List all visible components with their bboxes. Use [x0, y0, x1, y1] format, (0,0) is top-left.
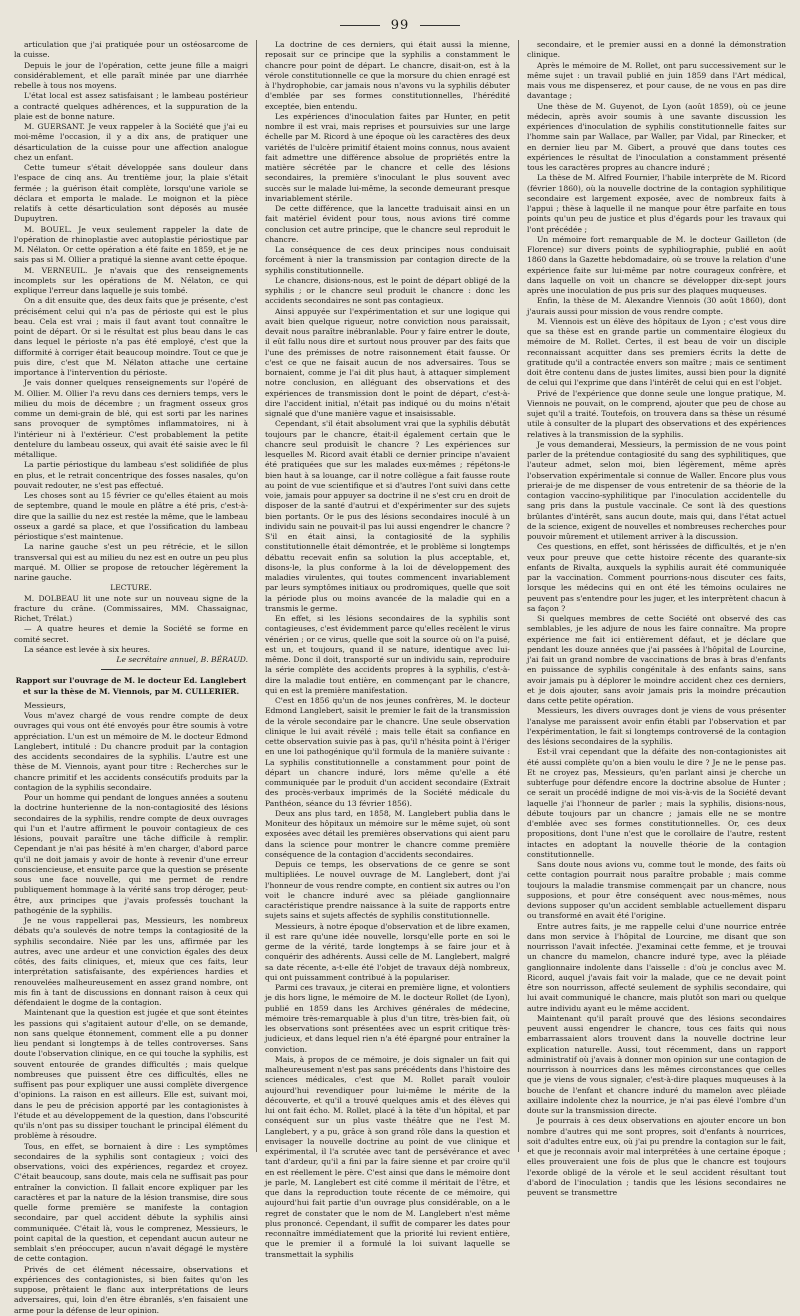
- paragraph: La doctrine de ces derniers, qui était aussi la mienne, reposait sur ce principe que la syphilis a constamment le chancre pour point de départ. Le chancre, disait-on, est à la vérole constitutionnelle ce que la morsure du chien enragé est à l'hydrophobie, car jamais nous n'avons vu la syphilis débuter d'emblée par ses formes constitutionnelles, l'hérédité exceptée, bien entendu.: [265, 40, 510, 111]
- paragraph: — A quatre heures et demie la Société se forme en comité secret.: [14, 624, 248, 644]
- paragraph: Pour un homme qui pendant de longues années a soutenu la doctrine hunterienne de la non-contagiosité des lésions secondaires de la syphilis, rendre compte de deux ouvrages qui l'un et l'autre affirment le pouvoir contagieux de ces lésions, pouvait paraître une tâche difficile à remplir. Cependant je n'ai pas hésité à m'en charger, d'abord parce qu'il ne doit jamais y avoir de honte à revenir d'une erreur consciencieuse, et ensuite parce que la question se présente sous une face nouvelle, qui me permet de rendre publiquement hommage à la vérité sans trop déroger, peut-être, aux principes que j'avais professés touchant la pathogénie de la syphilis.: [14, 793, 248, 915]
- paragraph: La narine gauche s'est un peu rétrécie, et le sillon transversal qui est au milieu du nez est en outre un peu plus marqué. M. Ollier se propose de retoucher légèrement la narine gauche.: [14, 542, 248, 582]
- paragraph: Maintenant qu'il paraît prouvé que des lésions secondaires peuvent aussi engendrer le chancre, tous ces faits qui nous embarrassaient alors trouvent dans la nouvelle doctrine leur explication naturelle. Aussi, tout récemment, dans un rapport administratif où j'avais à donner mon opinion sur une contagion de nourrisson à nourrices dans les mêmes circonstances que celles que je viens de vous signaler, c'est-à-dire plaques muqueuses à la bouche de l'enfant et chancre induré du mamelon avec pléiade axillaire indolente chez la nourrice, je n'ai pas élevé l'ombre d'un doute sur la transmission directe.: [527, 1013, 786, 1115]
- paragraph: [14, 594, 248, 625]
- lecture-heading: LECTURE.: [110, 583, 152, 593]
- paragraph: M. Viennois est un élève des hôpitaux de Lyon ; c'est vous dire que sa thèse est en grande partie un commentaire élogieux du mémoire de M. Rollet. Certes, il est beau de voir un disciple reconnaissant acquitter dans ses premiers écrits la dette de gratitude qu'il a contractée envers son maître ; mais ce sentiment doit être contenu dans de justes limites, aussi bien pour la dignité de celui qui l'exprime que dans l'intérêt de celui qui en est l'objet.: [527, 316, 786, 388]
- paragraph: C'est en 1856 qu'un de nos jeunes confrères, M. le docteur Edmond Langlebert, saisit le premier le fait de la transmission de la vérole secondaire par le chancre. Une seule observation clinique le lui avait révélé ; mais telle était sa confiance en cette observation suivie pas à pas, qu'il n'hésita point à l'ériger en une loi pathogénique qu'il formula de la manière suivante : La syphilis constitutionnelle a constamment pour point de départ un chancre induré, lors même qu'elle a été communiquée par le produit d'un accident secondaire (Extrait des procès-verbaux imprimés de la Société médicale du Panthéon, séance du 13 février 1856).: [265, 696, 510, 808]
- paragraph: Je pourrais à ces deux observations en ajouter encore un bon nombre d'autres qui me sont propres, soit d'enfants à nourrices, soit d'adultes entre eux, où j'ai pu prendre la contagion sur le fait, et que je reconnais avoir mal interprétées à une certaine époque ; elles prouveraient une fois de plus que le chancre est toujours l'exorde obligé de la vérole et le seul accident résultant tout d'abord de l'inoculation ; tandis que les lésions secondaires ne peuvent se transmettre: [527, 1116, 786, 1197]
- paragraph: La partie périostique du lambeau s'est solidifiée de plus en plus, et le retrait concentrique des fosses nasales, qu'on pouvait redouter, ne s'est pas effectué.: [14, 460, 248, 490]
- paragraph: [14, 122, 248, 163]
- header-rule-left: [340, 25, 380, 26]
- column-3: [518, 40, 794, 1197]
- paragraph: Cependant, s'il était absolument vrai que la syphilis débutât toujours par le chancre, était-il également certain que le chancre seul produisît le chancre ? Les expériences sur lesquelles M. Ricord avait établi ce dernier principe n'avaient été pratiquées que sur les malades eux-mêmes ; répétons-le bien haut à sa louange, car il notre collègue a fait fausse route au point de vue scientifique et si d'autres l'ont suivi dans cette voie, jamais pour appuyer sa doctrine il ne s'est cru en droit de disposer de la santé d'autrui et d'expérimenter sur des sujets bien portants. Or le pus des lésions secondaires inoculé à un individu sain ne pouvait-il pas lui aussi engendrer le chancre ? S'il en était ainsi, la contagiosité de la syphilis constitutionnelle était démontrée, et le problème si longtemps débattu recevait enfin sa solution la plus acceptable, et, disons-le, la plus conforme à la loi de développement des maladies virulentes, qui toutes commencent invariablement par leurs symptômes initiaux ou prodromiques, quelle que soit la période plus ou moins avancée de la maladie qui en a transmis le germe.: [265, 419, 510, 613]
- speaker-name: M. GUERSANT.: [24, 122, 85, 131]
- paragraph: Les expériences d'inoculation faites par Hunter, en petit nombre il est vrai, mais reprises et poursuivies sur une large échelle par M. Ricord à une époque où les caractères des deux variétés de l'ulcère primitif étaient moins connus, nous avaient fait admettre une différence absolue de propriétés entre la matière sécrétée par le chancre et celle des lésions secondaires, la première s'inoculant le plus souvent avec succès sur le malade lui-même, la seconde demeurant presque invariablement stérile.: [265, 111, 510, 203]
- paragraph: Les choses sont au 15 février ce qu'elles étaient au mois de septembre, quand le moule en plâtre a été pris, c'est-à-dire que la saillie du nez est restée la même, que le lambeau osseux a gardé sa place, et que l'ossification du lambeau périostique s'est maintenue.: [14, 491, 248, 541]
- page-header: [0, 18, 800, 33]
- paragraph: Je vous demanderai, Messieurs, la permission de ne vous point parler de la prétendue contagiosité du sang des syphilitiques, que l'auteur admet, selon moi, bien légèrement, même après l'observation expérimentale si connue de Waller. Encore plus vous prierai-je de me dispenser de vous entretenir de sa théorie de la contagion vaccino-syphilitique par l'inoculation accidentelle du sang pris dans la pustule vaccinale. Ce sont là des questions brûlantes d'intérêt, sans aucun doute, mais qui, dans l'état actuel de la science, exigent de nouvelles et nombreuses recherches pour pouvoir mûrement et utilement arriver à la discussion.: [527, 439, 786, 541]
- paragraph: En effet, si les lésions secondaires de la syphilis sont contagieuses, c'est évidemment parce qu'elles recèlent le virus vénérien ; or ce virus, quelle que soit la source où on l'a puisé, est un, et toujours, quand il se nature, identique avec lui-même. Donc il doit, transporté sur un individu sain, reproduire la série complète des accidents propres à la syphilis, c'est-à-dire la maladie tout entière, en commençant par le chancre, qui en est la première manifestation.: [265, 614, 510, 695]
- paragraph: On a dit ensuite que, des deux faits que je présente, c'est précisément celui qui n'a pas de périoste qui est le plus beau. Cela est vrai ; mais il faut avant tout connaître le point de départ. Or si le résultat est plus beau dans le cas dans lequel le périoste n'a pas été employé, c'est que la difformité à corriger était beaucoup moindre. Tout ce que je puis dire, c'est que M. Nélaton attache une certaine importance à l'intervention du périoste.: [14, 296, 248, 377]
- paragraph: La conséquence de ces deux principes nous conduisait forcément à nier la transmission par contagion directe de la syphilis constitutionnelle.: [265, 245, 510, 275]
- paragraph: Un mémoire fort remarquable de M. le docteur Gailleton (de Florence) sur divers points de syphiliographie, publié en août 1860 dans la Gazette hebdomadaire, où se trouve la relation d'une expérience faite sur lui-même par notre courageux confrère, et dans laquelle on voit un chancre se développer dix-sept jours après une inoculation de pus pris sur des plaques muqueuses.: [527, 234, 786, 295]
- paragraph: Cette tumeur s'était développée sans douleur dans l'espace de cinq ans. Au trentième jour, la plaie s'était fermée ; la guérison était complète, lorsqu'une variole se déclara et emporta le malade. Le moignon et la pièce relatifs à cette désarticulation sont déposés au musée Dupuytren.: [14, 163, 248, 224]
- paragraph: Si quelques membres de cette Société ont observé des cas semblables, je les adjure de nous les faire connaître. Ma propre expérience me fait ici entièrement défaut, et je déclare que pendant les douze années que j'ai passées à l'hôpital de Lourcine, j'ai fait un grand nombre de vaccinations de bras à bras d'enfants en puissance de syphilis congénitale à des enfants sains, sans avoir jamais pu à déplorer le moindre accident chez ces derniers, et je dois ajouter, sans avoir jamais pris la moindre précaution dans cette petite opération.: [527, 614, 786, 705]
- paragraph: Deux ans plus tard, en 1858, M. Langlebert publia dans le Moniteur des hôpitaux un mémoire sur le même sujet, où sont exposées avec détail les premières observations qui aient paru dans la science pour montrer le chancre comme première conséquence de la contagion d'accidents secondaires.: [265, 808, 510, 859]
- paragraph: Messieurs, les divers ouvrages dont je viens de vous présenter l'analyse me paraissent avoir enfin établi par l'observation et par l'expérimentation, le fait si longtemps controversé de la contagion des lésions secondaires de la syphilis.: [527, 706, 786, 746]
- paragraph: La séance est levée à six heures.: [24, 644, 151, 654]
- text-columns: [6, 40, 794, 1315]
- section-divider: [101, 669, 161, 670]
- paragraph: Le chancre, disions-nous, est le point de départ obligé de la syphilis ; or le chancre seul produit le chancre : donc les accidents secondaires ne sont pas contagieux.: [265, 275, 510, 306]
- paragraph: Vous m'avez chargé de vous rendre compte de deux ouvrages qui vous ont été envoyés pour être soumis à votre appréciation. L'un est un mémoire de M. le docteur Edmond Langlebert, intitulé : Du chancre produit par la contagion des accidents secondaires de la syphilis. L'autre est une thèse de M. Viennois, ayant pour titre : Recherches sur le chancre primitif et les accidents consécutifs produits par la contagion de la syphilis secondaire.: [14, 711, 248, 792]
- paragraph: Depuis le jour de l'opération, cette jeune fille a maigri considérablement, et elle paraît minée par une diarrhée rebelle à tous nos moyens.: [14, 60, 248, 90]
- paragraph: Privé de l'expérience que donne seule une longue pratique, M. Viennois ne pouvait, on le comprend, ajouter que peu de chose au sujet qu'il a traité. Toutefois, on trouvera dans sa thèse un résumé utile à consulter de la plupart des observations et des expériences relatives à la transmission de la syphilis.: [527, 388, 786, 439]
- paragraph-text: Je n'avais que des renseignements incomplets sur les opérations de M. Nélaton, ce qui explique l'erreur dans laquelle je suis tombé.: [14, 265, 248, 295]
- paragraph: secondaire, et le premier aussi en a donné la démonstration clinique.: [527, 40, 786, 60]
- paragraph: [14, 266, 248, 297]
- paragraph: articulation que j'ai pratiquée pour un ostéosarcome de la cuisse.: [14, 40, 248, 60]
- paragraph: Messieurs, à notre époque d'observation et de libre examen, il est rare qu'une idée nouvelle, lorsqu'elle porte en soi le germe de la vérité, tarde longtemps à se faire jour et à conquérir des adhérents. Aussi celle de M. Langlebert, malgré sa date récente, a-t-elle été l'objet de travaux déjà nombreux, qui ont puissamment contribué à la populariser.: [265, 921, 510, 982]
- speaker-name: M. BOUEL.: [24, 224, 72, 234]
- paragraph-text: lit une note sur un nouveau signe de la fracture du crâne. (Commissaires, MM. Chassaignac, Richet, Trélat.): [14, 593, 249, 623]
- paragraph: Je ne vous rappellerai pas, Messieurs, les nombreux débats qu'a soulevés de notre temps la contagiosité de la syphilis secondaire. Niée par les uns, affirmée par les autres, avec une ardeur et une conviction égales des deux côtés, des faits cliniques, et, mieux que ces faits, leur interprétation satisfaisante, des expériences hardies et renouvelées malheureusement en assez grand nombre, ont mis fin à tant de discussions en donnant raison à ceux qui défendaient le dogme de la contagion.: [14, 916, 248, 1007]
- paragraph-text: Je veux rappeler à la Société que j'ai eu moi-même l'occasion, il y a dix ans, de pratiquer une désarticulation de la cuisse pour une affection analogue chez un enfant.: [14, 122, 248, 162]
- paragraph: Je vais donner quelques renseignements sur l'opéré de M. Ollier. M. Ollier l'a revu dans ces derniers temps, vers le milieu du mois de décembre ; un fragment osseux gros comme un demi-grain de blé, qui est sorti par les narines sans provoquer de symptômes inflammatoires, ni à l'intérieur ni à l'extérieur. C'est probablement la petite dentelure du lambeau osseux, qui avait été saisie avec le fil métallique.: [14, 378, 248, 459]
- header-rule-right: [420, 25, 460, 26]
- paragraph: Maintenant que la question est jugée et que sont éteintes les passions qui s'agitaient autour d'elle, on se demande, non sans quelque étonnement, comment elle a pu donner lieu pendant si longtemps à de telles controverses. Sans doute l'observation clinique, en ce qui touche la syphilis, est souvent entourée de grandes difficultés ; mais quelque nombreuses que puissent être ces difficultés, elles ne suffisent pas pour expliquer une aussi complète divergence d'opinions. La raison en est ailleurs. Elle est, suivant moi, dans le peu de précision apporté par les contagionistes à l'étude et au développement de la question, dans l'obscurité qu'ils n'ont pas su dissiper touchant le principal élément du problème à résoudre.: [14, 1008, 248, 1141]
- speaker-name: M. DOLBEAU: [24, 593, 79, 603]
- paragraph: La thèse de M. Alfred Fournier, l'habile interprète de M. Ricord (février 1860), où la nouvelle doctrine de la contagion syphilitique secondaire est largement exposée, avec de nombreux faits à l'appui ; thèse à laquelle il ne manque pour être parfaite en tous points qu'un peu de justice et plus d'égards pour les travaux qui l'ont précédée ;: [527, 173, 786, 234]
- column-1: [6, 40, 256, 1315]
- paragraph: Sans doute nous avions vu, comme tout le monde, des faits où cette contagion pourrait nous paraître probable ; mais comme toujours la maladie transmise commençait par un chancre, nous supposions, et pour être conséquent avec nous-mêmes, nous devions supposer qu'un accident semblable actuellement disparu ou transformé en avait été l'origine.: [527, 860, 786, 921]
- column-2: [256, 40, 518, 1259]
- paragraph: Une thèse de M. Guyenot, de Lyon (août 1859), où ce jeune médecin, après avoir soumis à une savante discussion les expériences d'inoculation de syphilis constitutionnelle faites sur l'homme sain par Wallace, par Waller, par Vidal, par Rinecker, et en dernier lieu par M. Gibert, a prouvé que dans toutes ces expériences le résultat de l'inoculation a constamment présenté tous les caractères propres au chancre induré ;: [527, 101, 786, 172]
- paragraph: Ces questions, en effet, sont hérissées de difficultés, et je n'en veux pour preuve que cette histoire récente des quarante-six enfants de Rivalta, auxquels la syphilis aurait été communiquée par la vaccination. Comment pourrions-nous discuter ces faits, lorsque les médecins qui en ont été les témoins oculaires ne peuvent pas s'entendre pour les juger, et les interprètent chacun à sa façon ?: [527, 542, 786, 613]
- paragraph: Privés de cet élément nécessaire, observations et expériences des contagionistes, si bien faites qu'on les suppose, prêtaient le flanc aux interprétations de leurs adversaires, qui, loin d'en être ébranlés, s'en faisaient une arme pour la défense de leur opinion.: [14, 1264, 248, 1315]
- paragraph-text: Je veux seulement rappeler la date de l'opération de rhinoplastie avec autoplastie périostique par M. Nélaton. Or cette opération a été faite en 1859, et je ne sais pas si M. Ollier a pratiqué la sienne avant cette époque.: [14, 224, 248, 265]
- paragraph: Est-il vrai cependant que la défaite des non-contagionistes ait été aussi complète qu'on a bien voulu le dire ? Je ne le pense pas. Et ne croyez pas, Messieurs, qu'en parlant ainsi je cherche un subterfuge pour défendre encore la doctrine absolue de Hunter ; ce serait un procédé indigne de moi vis-à-vis de la Société devant laquelle j'ai l'honneur de parler ; mais la syphilis, disions-nous, débute toujours par un chancre ; jamais elle ne se montre d'emblée avec ses formes constitutionnelles. Or, ces deux propositions, dont l'une n'est que le corollaire de l'autre, restent intactes en adoptant la nouvelle théorie de la contagion constitutionnelle.: [527, 747, 786, 859]
- paragraph: De cette différence, que la lancette traduisait ainsi en un fait matériel évident pour tous, nous avions tiré comme conclusion cet autre principe, que le chancre seul reproduit le chancre.: [265, 204, 510, 244]
- paragraph: Ainsi appuyée sur l'expérimentation et sur une logique qui avait bien quelque rigueur, notre conviction nous paraissait, devait nous paraître inébranlable. Pour y faire entrer le doute, il eût fallu nous dire et surtout nous prouver par des faits que l'une des prémisses de notre raisonnement était fausse. Or c'est ce que ne faisait aucun de nos adversaires. Tous se bornaient, comme je l'ai dit plus haut, à attaquer simplement notre conclusion, en alléguant des observations et des expériences de transmission dont le point de départ, c'est-à-dire l'accident initial, n'était pas indiqué ou du moins n'était signalé que d'une manière vague et insaisissable.: [265, 306, 510, 418]
- speaker-name: M. VERNEUIL.: [24, 265, 88, 275]
- paragraph: Messieurs,: [24, 700, 66, 710]
- paragraph: Depuis ce temps, les observations de ce genre se sont multipliées. Le nouvel ouvrage de M. Langlebert, dont j'ai l'honneur de vous rendre compte, en contient six autres ou l'on voit le chancre induré avec sa pléiade ganglionnaire caractéristique prendre naissance à la suite de rapports entre sujets sains et sujets affectés de syphilis constitutionnelle.: [265, 860, 510, 921]
- paragraph: Entre autres faits, je me rappelle celui d'une nourrice entrée dans mon service à l'hôpital de Lourcine, me disant que son nourrisson l'avait infectée. J'examinai cette femme, et je trouvai un chancre du mamelon, chancre induré type, avec la pléiade ganglionnaire indolente dans l'aisselle : d'où je conclus avec M. Ricord, auquel j'avais fait voir la malade, que ce ne devait point être son nourrisson, affecté seulement de syphilis secondaire, qui lui avait communiqué le chancre, mais plutôt son mari ou quelque autre individu ayant eu le même accident.: [527, 921, 786, 1013]
- paragraph: Mais, à propos de ce mémoire, je dois signaler un fait qui malheureusement n'est pas sans précédents dans l'histoire des sciences médicales, c'est que M. Rollet paraît vouloir aujourd'hui revendiquer pour lui-même le mérite de la découverte, et qu'il a trouvé quelques amis et des élèves qui lui ont fait écho. M. Rollet, placé à la tête d'un hôpital, et par conséquent sur un plus vaste théâtre que ne l'est M. Langlebert, y a pu, grâce à son grand rôle dans la question et envisager la nouvelle doctrine au point de vue clinique et expérimental, il l'a scrutée avec tant de persévérance et avec tant d'ardeur, qu'il a fini par la faire sienne et par croire qu'il en est réellement le père. C'est ainsi que dans le mémoire dont je parle, M. Langlebert est cité comme il méritait de l'être, et que dans la reproduction toute récente de ce mémoire, qui aujourd'hui fait partie d'un ouvrage plus considérable, on a le regret de constater que le nom de M. Langlebert n'est même plus prononcé. Cependant, il suffit de comparer les dates pour reconnaître immédiatement que la priorité lui revient entière, que le premier il a formulé la loi suivant laquelle se transmettait la syphilis: [265, 1054, 510, 1259]
- report-title: Rapport sur l'ouvrage de M. le docteur Ed. Langlebert et sur la thèse de M. Viennois, par M. CULLERIER.: [15, 676, 247, 696]
- paragraph: L'état local est assez satisfaisant ; le lambeau postérieur a contracté quelques adhérences, et la suppuration de la plaie est de bonne nature.: [14, 91, 248, 121]
- paragraph: [14, 225, 248, 266]
- paragraph: Parmi ces travaux, je citerai en première ligne, et volontiers je dis hors ligne, le mémoire de M. le docteur Rollet (de Lyon), publié en 1859 dans les Archives générales de médecine, mémoire très-remarquable à plus d'un titre, très-bien fait, où les observations sont présentées avec un esprit critique très-judicieux, et dans lequel rien n'a été épargné pour entraîner la conviction.: [265, 983, 510, 1054]
- page-number: 99: [390, 18, 410, 33]
- paragraph: Tous, en effet, se bornaient à dire : Les symptômes secondaires de la syphilis sont contagieux ; voici des observations, voici des expériences, regardez et croyez. C'était beaucoup, sans doute, mais cela ne suffisait pas pour entraîner la conviction. Il fallait encore expliquer par les caractères et par la nature de la lésion transmise, dire sous quelle forme première se manifeste la contagion secondaire, par quel accident débute la syphilis ainsi communiquée. C'était là, vous le comprenez, Messieurs, le point capital de la question, et cependant aucun auteur ne semblait s'en préoccuper, aucun n'avait dégagé le mystère de cette contagion.: [14, 1141, 248, 1264]
- paragraph: Après le mémoire de M. Rollet, ont paru successivement sur le même sujet : un travail publié en juin 1859 dans l'Art médical, mais vous me dispenserez, et pour cause, de ne vous en pas dire davantage ;: [527, 60, 786, 101]
- paragraph: Enfin, la thèse de M. Alexandre Viennois (30 août 1860), dont j'aurais aussi pour mission de vous rendre compte.: [527, 296, 786, 316]
- secretary-signature: Le secrétaire annuel, B. BÉRAUD.: [116, 655, 248, 664]
